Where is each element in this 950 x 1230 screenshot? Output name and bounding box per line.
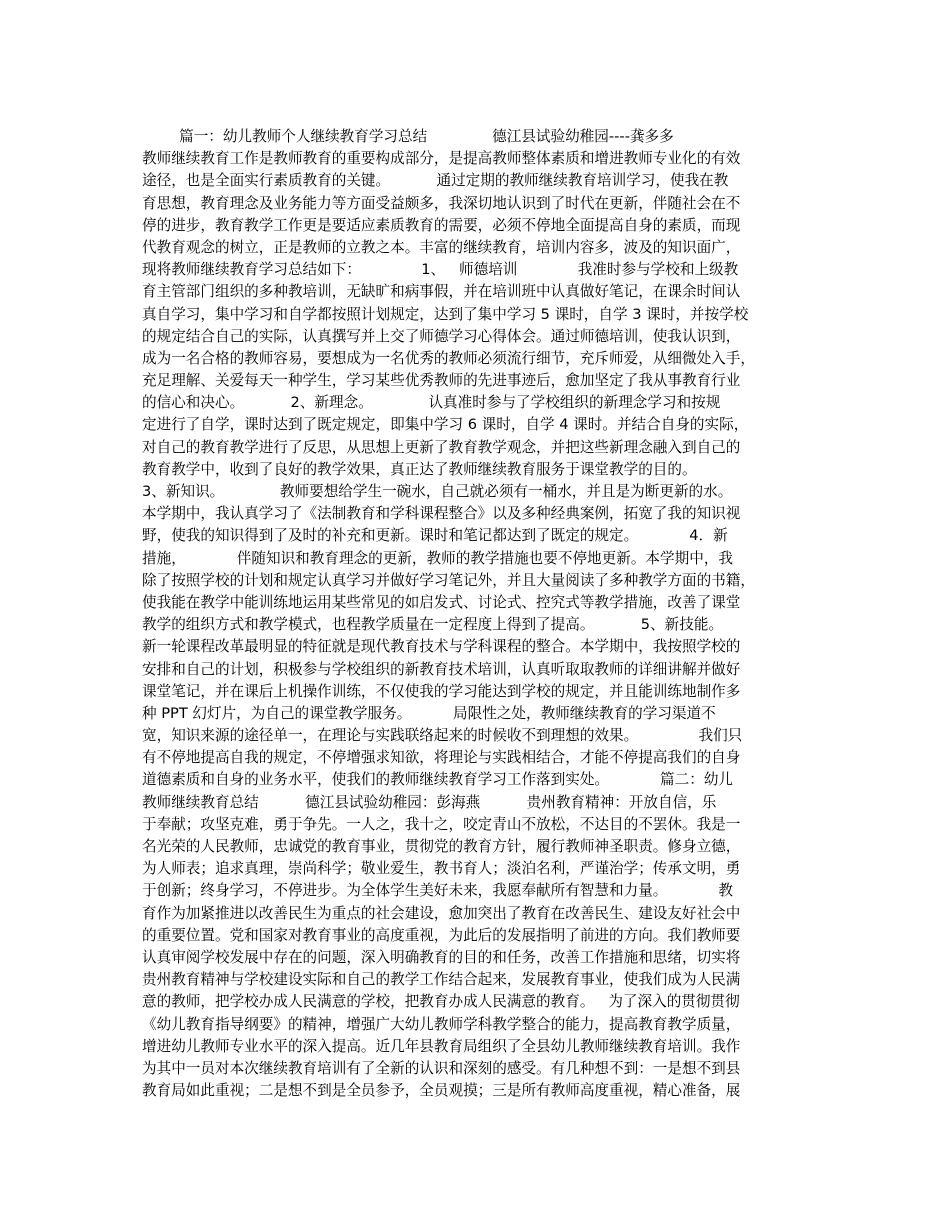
text-line: 对自己的教育教学进行了反思，从思想上更新了教育教学观念，并把这些新理念融入到自己的	[142, 438, 741, 456]
text-line: 《幼儿教育指导纲要》的精神，增强广大幼儿教师学科教学整合的能力，提高教育教学质量，	[142, 1015, 741, 1033]
text-line: 宽，知识来源的途径单一，在理论与实践联络起来的时候收不到理想的效果。 我们只	[142, 727, 743, 745]
text-line: 教师继续教育工作是教师教育的重要构成部分，是提高教师整体素质和增进教师专业化的有效	[142, 150, 741, 168]
text-line: 篇一：幼儿教师个人继续教育学习总结 德江县试验幼稚园----龚多多	[142, 128, 674, 145]
text-line: 有不停地提高自我的规定，不停增强求知欲，将理论与实践相结合，才能不停提高我们的自身	[142, 749, 741, 767]
text-line: 使我能在教学中能训练地运用某些常见的如启发式、讨论式、控究式等教学措施，改善了课堂	[142, 593, 741, 611]
document-body	[142, 126, 810, 1102]
text-line: 的规定结合自己的实际，认真撰写并上交了师德学习心得体会。通过师德培训，使我认识到，	[142, 327, 741, 345]
text-line: 新一轮课程改革最明显的特征就是现代教育技术与学科课程的整合。本学期中，我按照学校的	[142, 638, 741, 656]
text-line: 意的教师，把学校办成人民满意的学校，把教育办成人民满意的教育。 为了深入的贯彻贯彻	[142, 993, 740, 1011]
text-line: 种 PPT 幻灯片，为自己的课堂教学服务。 局限性之处，教师继续教育的学习渠道不	[142, 704, 716, 722]
text-line: 于奉献；攻坚克难，勇于争先。一人之，我十之，咬定青山不放松，不达目的不罢休。我是一	[142, 815, 741, 833]
text-line: 育主管部门组织的多种教培训，无缺旷和病事假，并在培训班中认真做好笔记，在课余时间认	[142, 283, 741, 301]
text-line: 道德素质和自身的业务水平，使我们的教师继续教育学习工作落到实处。 篇二：幼儿	[142, 771, 734, 789]
text-line: 教育教学中，收到了良好的教学效果，真正达了教师继续教育服务于课堂教学的目的。	[142, 460, 697, 478]
text-line: 本学期中，我认真学习了《法制教育和学科课程整合》以及多种经典案例，拓宽了我的知识视	[142, 505, 741, 523]
text-line: 代教育观念的树立，正是教师的立教之本。丰富的继续教育，培训内容多，波及的知识面广，	[142, 238, 741, 256]
text-line: 育思想，教育理念及业务能力等方面受益颇多，我深切地认识到了时代在更新，伴随社会在不	[142, 194, 741, 212]
text-line: 除了按照学校的计划和规定认真学习并做好学习笔记外，并且大量阅读了多种教学方面的书籍，	[142, 571, 755, 589]
text-line: 安排和自己的计划，积极参与学校组织的新教育技术培训，认真听取取教师的详细讲解并做好	[142, 660, 741, 678]
text-line: 的重要位置。党和国家对教育事业的高度重视，为此后的发展指明了前进的方向。我们教师要	[142, 926, 741, 944]
text-line: 3、新知识。 教师要想给学生一碗水，自己就必须有一桶水，并且是为断更新的水。	[142, 483, 733, 500]
text-line: 真自学习，集中学习和自学都按照计划规定，达到了集中学习 5 课时，自学 3 课时，并按学校	[142, 305, 749, 323]
text-line: 野，使我的知识得到了及时的补充和更新。课时和笔记都达到了既定的规定。 4．新	[142, 527, 728, 545]
text-line: 的信心和决心。 2、新理念。 认真准时参与了学校组织的新理念学习和按规	[142, 394, 721, 412]
text-line: 课堂笔记，并在课后上机操作训练，不仅使我的学习能达到学校的规定，并且能训练地制作多	[142, 682, 741, 700]
text-line: 定进行了自学，课时达到了既定规定，即集中学习 6 课时，自学 4 课时。并结合自身的实际，	[142, 416, 749, 434]
text-line: 于创新；终身学习，不停进步。为全体学生美好未来，我愿奉献所有智慧和力量。 教	[142, 882, 734, 900]
text-line: 教师继续教育总结 德江县试验幼稚园：彭海燕 贵州教育精神：开放自信，乐	[142, 793, 717, 811]
text-line: 贵州教育精神与学校建设实际和自己的教学工作结合起来，发展教育事业，使我们成为人民满	[142, 971, 741, 989]
text-line: 为人师表；追求真理，崇尚科学；敬业爱生，教书育人；淡泊名利，严谨治学；传承文明，勇	[142, 860, 741, 878]
text-line: 名光荣的人民教师，忠诚党的教育事业，贯彻党的教育方针，履行教师神圣职责。修身立德，	[142, 838, 741, 855]
text-line: 现将教师继续教育学习总结如下： 1、 师德培训 我准时参与学校和上级教	[142, 261, 739, 279]
text-line: 为其中一员对本次继续教育培训有了全新的认识和深刻的感受。有几种想不到：一是想不到县	[142, 1059, 741, 1077]
text-line: 停的进步，教育教学工作更是要适应素质教育的需要，必须不停地全面提高自身的素质，而现	[142, 216, 741, 234]
text-line: 教育局如此重视；二是想不到是全员参予，全员观摸；三是所有教师高度重视，精心准备，展	[142, 1082, 741, 1100]
text-line: 途径，也是全面实行素质教育的关键。 通过定期的教师继续教育培训学习，使我在教	[142, 172, 729, 190]
text-line: 认真审阅学校发展中存在的问题，深入明确教育的目的和任务，改善工作措施和思绪，切实将	[142, 948, 741, 966]
text-line: 成为一名合格的教师容易，要想成为一名优秀的教师必须流行细节，充斥师爱，从细微处入手，	[142, 349, 755, 367]
text-line: 充足理解、关爱每天一种学生，学习某些优秀教师的先进事迹后，愈加坚定了我从事教育行业	[142, 372, 741, 390]
text-line: 增进幼儿教师专业水平的深入提高。近几年县教育局组织了全县幼儿教师继续教育培训。我作	[142, 1037, 741, 1055]
text-line: 育作为加紧推进以改善民生为重点的社会建设，愈加突出了教育在改善民生、建设友好社会中	[142, 904, 741, 922]
text-line: 措施， 伴随知识和教育理念的更新，教师的教学措施也要不停地更新。本学期中，我	[142, 549, 734, 567]
text-line: 教学的组织方式和教学模式，也程教学质量在一定程度上得到了提高。 5、新技能。	[142, 616, 724, 634]
